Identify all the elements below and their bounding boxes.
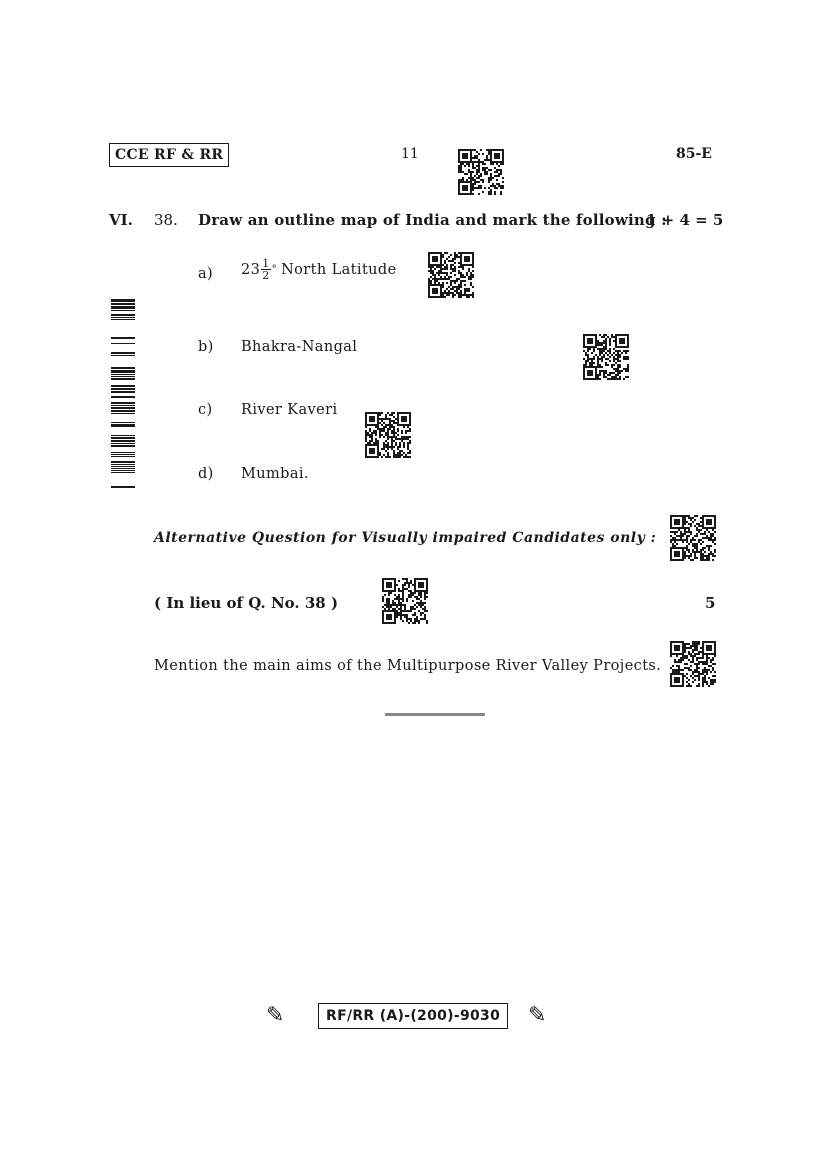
footer-code-box [318,1003,508,1029]
paper-code-box [109,143,229,167]
degree-symbol: ° [271,264,278,275]
paper-code: CCE RF & RR [115,147,224,163]
latitude-whole: 23 [241,261,261,278]
pencil-icon: ✎ [528,1003,547,1028]
question-text: Draw an outline map of India and mark the following : [198,211,667,229]
pencil-icon: ✎ [266,1003,285,1028]
option-label: Mumbai. [241,466,309,482]
alternative-marks: 5 [705,594,716,612]
alternative-question-text: Mention the main aims of the Multipurpose River Valley Projects. [154,658,662,674]
qr-code-icon [670,641,716,687]
alternative-heading: Alternative Question for Visually impaired Candidates only : [154,530,657,546]
qr-code-icon [458,149,504,195]
option-label: River Kaveri [241,402,338,418]
section-number: VI. [109,211,133,229]
option-label: North Latitude [281,261,397,278]
question-marks: 1 + 4 = 5 [646,211,724,229]
lieu-note: ( In lieu of Q. No. 38 ) [154,594,339,612]
option-letter: a) [198,266,214,282]
footer-code: RF/RR (A)-(200)-9030 [326,1008,501,1024]
subject-code: 85-E [676,146,712,162]
option-label: Bhakra-Nangal [241,339,358,355]
barcode-icon [111,297,135,489]
qr-code-icon [670,515,716,561]
qr-code-icon [365,412,411,458]
qr-code-icon [428,252,474,298]
option-text-a [241,258,397,281]
option-letter: d) [198,466,214,482]
fraction-denominator: 2 [262,269,270,282]
fraction-half [261,258,270,281]
page-number: 11 [401,146,419,162]
qr-code-icon [583,334,629,380]
qr-code-icon [382,578,428,624]
option-letter: b) [198,339,214,355]
fraction-numerator: 1 [262,257,270,270]
end-rule [385,713,485,716]
question-number: 38. [154,211,178,229]
option-letter: c) [198,402,213,418]
